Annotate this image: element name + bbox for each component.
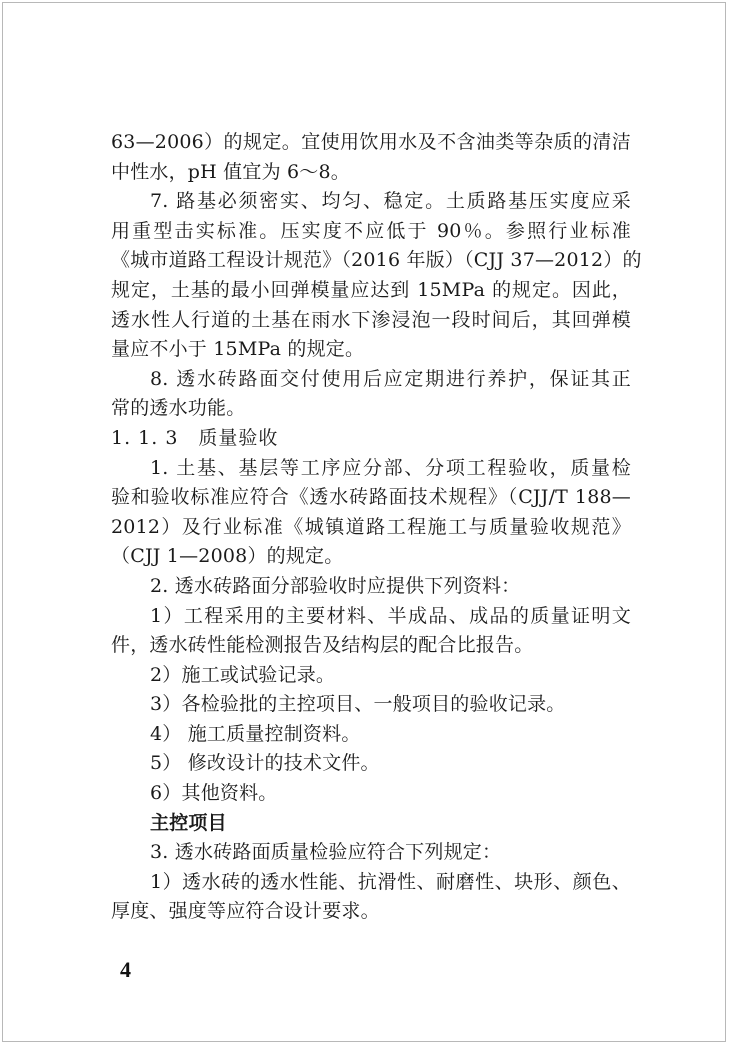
section-heading: 1. 1. 3 质量验收	[111, 426, 279, 449]
text-line: 6）其他资料。	[150, 782, 278, 805]
text-line: 量应不小于 15MPa 的规定。	[111, 338, 365, 361]
text-line: （CJJ 1—2008）的规定。	[111, 545, 344, 568]
text-line: 1）透水砖的透水性能、抗滑性、耐磨性、块形、颜色、	[150, 870, 631, 893]
text-line: 厚度、强度等应符合设计要求。	[111, 900, 380, 923]
page-number: 4	[120, 957, 131, 982]
text-line: 5） 修改设计的技术文件。	[150, 752, 380, 775]
text-line: 中性水，pH 值宜为 6～8。	[111, 160, 350, 183]
text-line: 常的透水功能。	[111, 397, 246, 420]
text-line: 8. 透水砖路面交付使用后应定期进行养护，保证其正	[150, 367, 631, 390]
text-line: 1）工程采用的主要材料、半成品、成品的质量证明文	[150, 604, 631, 627]
text-line: 2. 透水砖路面分部验收时应提供下列资料：	[150, 574, 521, 597]
text-line: 《城市道路工程设计规范》（2016 年版）（CJJ 37—2012）的	[111, 249, 642, 272]
text-line: 1. 土基、基层等工序应分部、分项工程验收，质量检	[150, 456, 631, 479]
text-line: 63—2006）的规定。宜使用饮用水及不含油类等杂质的清洁	[111, 131, 631, 153]
text-line: 验和验收标准应符合《透水砖路面技术规程》（CJJ/T 188—	[111, 486, 631, 509]
text-line: 用重型击实标准。压实度不应低于 90％。参照行业标准	[111, 219, 631, 242]
text-line: 2012）及行业标准《城镇道路工程施工与质量验收规范》	[111, 515, 631, 538]
text-line: 4） 施工质量控制资料。	[150, 722, 361, 745]
text-line: 3）各检验批的主控项目、一般项目的验收记录。	[150, 693, 566, 716]
subsection-heading: 主控项目	[150, 811, 227, 834]
text-line: 2）施工或试验记录。	[150, 663, 336, 686]
text-line: 3. 透水砖路面质量检验应符合下列规定：	[150, 841, 502, 864]
text-line: 件，透水砖性能检测报告及结构层的配合比报告。	[111, 634, 534, 657]
page	[2, 2, 726, 1042]
text-line: 规定，土基的最小回弹模量应达到 15MPa 的规定。因此，	[111, 278, 631, 301]
text-line: 7. 路基必须密实、均匀、稳定。土质路基压实度应采	[150, 190, 631, 213]
body-text	[111, 128, 642, 927]
text-line: 透水性人行道的土基在雨水下渗浸泡一段时间后，其回弹模	[111, 308, 631, 331]
